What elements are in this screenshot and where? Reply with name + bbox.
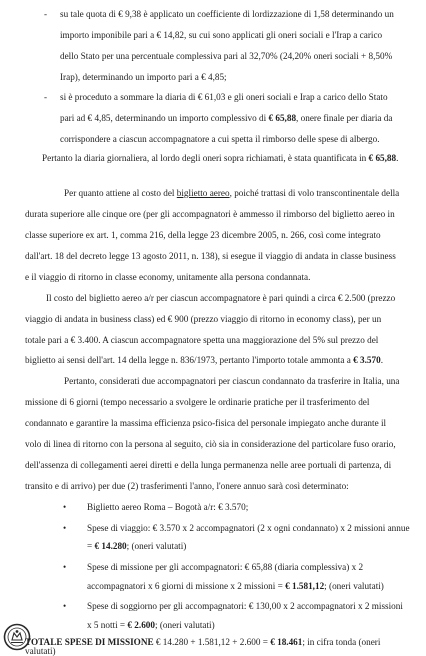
list-item: Biglietto aereo Roma – Bogotà a/r: € 3.570; bbox=[87, 502, 249, 512]
bullet-icon: • bbox=[63, 523, 67, 533]
text-line: Il costo del biglietto aereo a/r per ciascun accompagnatore è pari quindi a circa € 2.500 (prezzo bbox=[46, 293, 396, 303]
text-line bbox=[64, 185, 399, 201]
text-line bbox=[25, 352, 383, 368]
amount-bold: € 65,88 bbox=[268, 113, 297, 123]
list-item bbox=[87, 538, 186, 554]
amount-bold: € 1.581,12 bbox=[285, 581, 325, 591]
text-run: x 5 notti = bbox=[87, 620, 128, 630]
amount-bold: € 14.280 bbox=[94, 541, 127, 551]
text-run: = bbox=[87, 541, 95, 551]
text-line: classe superiore ex art. 1, comma 216, della legge 23 dicembre 2005, n. 266, così come integrato bbox=[25, 230, 381, 240]
text-run: pari ad € 4,85, determinando un importo complessivo di bbox=[60, 113, 269, 123]
text-line bbox=[42, 150, 398, 166]
text-line: Irap), determinando un importo pari a € 4,85; bbox=[60, 72, 227, 82]
text-line: dello Stato per una percentuale complessiva pari al 32,70% (24,20% oneri sociali + 8,50% bbox=[60, 51, 393, 61]
bullet-icon: • bbox=[63, 502, 67, 512]
list-item bbox=[87, 578, 384, 594]
amount-bold: € 65,88 bbox=[368, 153, 397, 163]
text-line: valutati) bbox=[25, 646, 56, 656]
bullet-icon: • bbox=[63, 601, 67, 611]
text-line: corrispondere a ciascun accompagnatore a cui spetta il rimborso delle spese di albergo. bbox=[60, 134, 380, 144]
list-item: Spese di viaggio: € 3.570 x 2 accompagnatori (2 x ogni condannato) x 2 missioni annue bbox=[87, 523, 410, 533]
amount-bold: € 2.600 bbox=[127, 620, 155, 630]
text-run: Per quanto attiene al costo del bbox=[64, 188, 177, 198]
text-run: biglietto ai sensi dell'art. 14 della legge n. 836/1973, pertanto l'importo totale ammonta a bbox=[25, 355, 354, 365]
text-line: Pertanto, considerati due accompagnatori per ciascun condannato da trasferire in Italia, una bbox=[64, 376, 400, 386]
text-run: Pertanto la diaria giornaliera, al lordo degli oneri sopra richiamati, è stata quantificata in bbox=[42, 153, 369, 163]
amount-bold: € 3.570 bbox=[353, 355, 381, 365]
text-line: e il viaggio di ritorno in classe economy, unitamente alla persona condannata. bbox=[25, 272, 311, 282]
amount-bold: € 18.461 bbox=[270, 637, 303, 647]
text-run: € 14.280 + 1.581,12 + 2.600 = bbox=[153, 637, 271, 647]
text-line: missione di 6 giorni (tempo necessario a svolgere le ordinarie pratiche per il trasferimento del bbox=[25, 397, 370, 407]
text-line: viaggio di andata in business class) ed € 900 (prezzo viaggio di ritorno in economy class), per un bbox=[25, 314, 382, 324]
text-run: accompagnatori x 6 giorni di missione x 2 missioni = bbox=[87, 581, 286, 591]
text-line: transito e di arrivo) per due (2) trasferimenti l'anno, l'onere annuo sarà così determinato: bbox=[25, 481, 349, 491]
text-run: . bbox=[380, 355, 383, 365]
seal-icon bbox=[3, 623, 31, 651]
text-run: ; (oneri valutati) bbox=[126, 541, 187, 551]
text-run: , poiché trattasi di volo transcontinentale della bbox=[229, 188, 400, 198]
list-dash: - bbox=[44, 92, 48, 102]
list-item: Spese di soggiorno per gli accompagnatori: € 130,00 x 2 accompagnatori x 2 missioni bbox=[87, 601, 403, 611]
text-run: . bbox=[396, 153, 399, 163]
text-line: totale pari a € 3.400. A ciascun accompagnatore spetta una maggiorazione del 5% sul prezzo del bbox=[25, 335, 379, 345]
total-line bbox=[25, 634, 380, 650]
underlined-term: biglietto aereo bbox=[176, 188, 230, 198]
list-item bbox=[87, 617, 215, 633]
list-item: Spese di missione per gli accompagnatori: € 65,88 (diaria complessiva) x 2 bbox=[87, 562, 364, 572]
text-line: volo di linea di ritorno con la persona al seguito, ciò sia in considerazione del particolare fuso orario, bbox=[25, 439, 396, 449]
text-run: , onere finale per diaria da bbox=[296, 113, 393, 123]
text-line bbox=[60, 110, 392, 126]
text-line: si è proceduto a sommare la diaria di € 61,03 e gli oneri sociali e Irap a carico dello Stato bbox=[60, 92, 388, 102]
text-line: condannato e garantire la massima efficienza psico-fisica del personale impiegato anche durante il bbox=[25, 418, 387, 428]
text-line: dall'art. 18 del decreto legge 13 agosto 2011, n. 138), si esegue il viaggio di andata in classe business bbox=[25, 251, 396, 261]
bullet-icon: • bbox=[63, 562, 67, 572]
total-label: TOTALE SPESE DI MISSIONE bbox=[25, 637, 154, 647]
text-run: ; (oneri valutati) bbox=[324, 581, 384, 591]
text-line: durata superiore alle cinque ore (per gli accompagnatori è ammesso il rimborso del biglietto aereo in bbox=[25, 209, 395, 219]
text-line: dell'assenza di collegamenti aerei diretti e della lunga permanenza nelle aree portuali di partenza, di bbox=[25, 460, 392, 470]
text-line: su tale quota di € 9,38 è applicato un coefficiente di lordizzazione di 1,58 determinando un bbox=[60, 9, 394, 19]
text-run: ; in cifra tonda (oneri bbox=[302, 637, 381, 647]
text-line: importo imponibile pari a € 14,82, su cui sono applicati gli oneri sociali e l'Irap a carico bbox=[60, 30, 383, 40]
text-run: ; (oneri valutati) bbox=[154, 620, 215, 630]
list-dash: - bbox=[44, 9, 48, 19]
